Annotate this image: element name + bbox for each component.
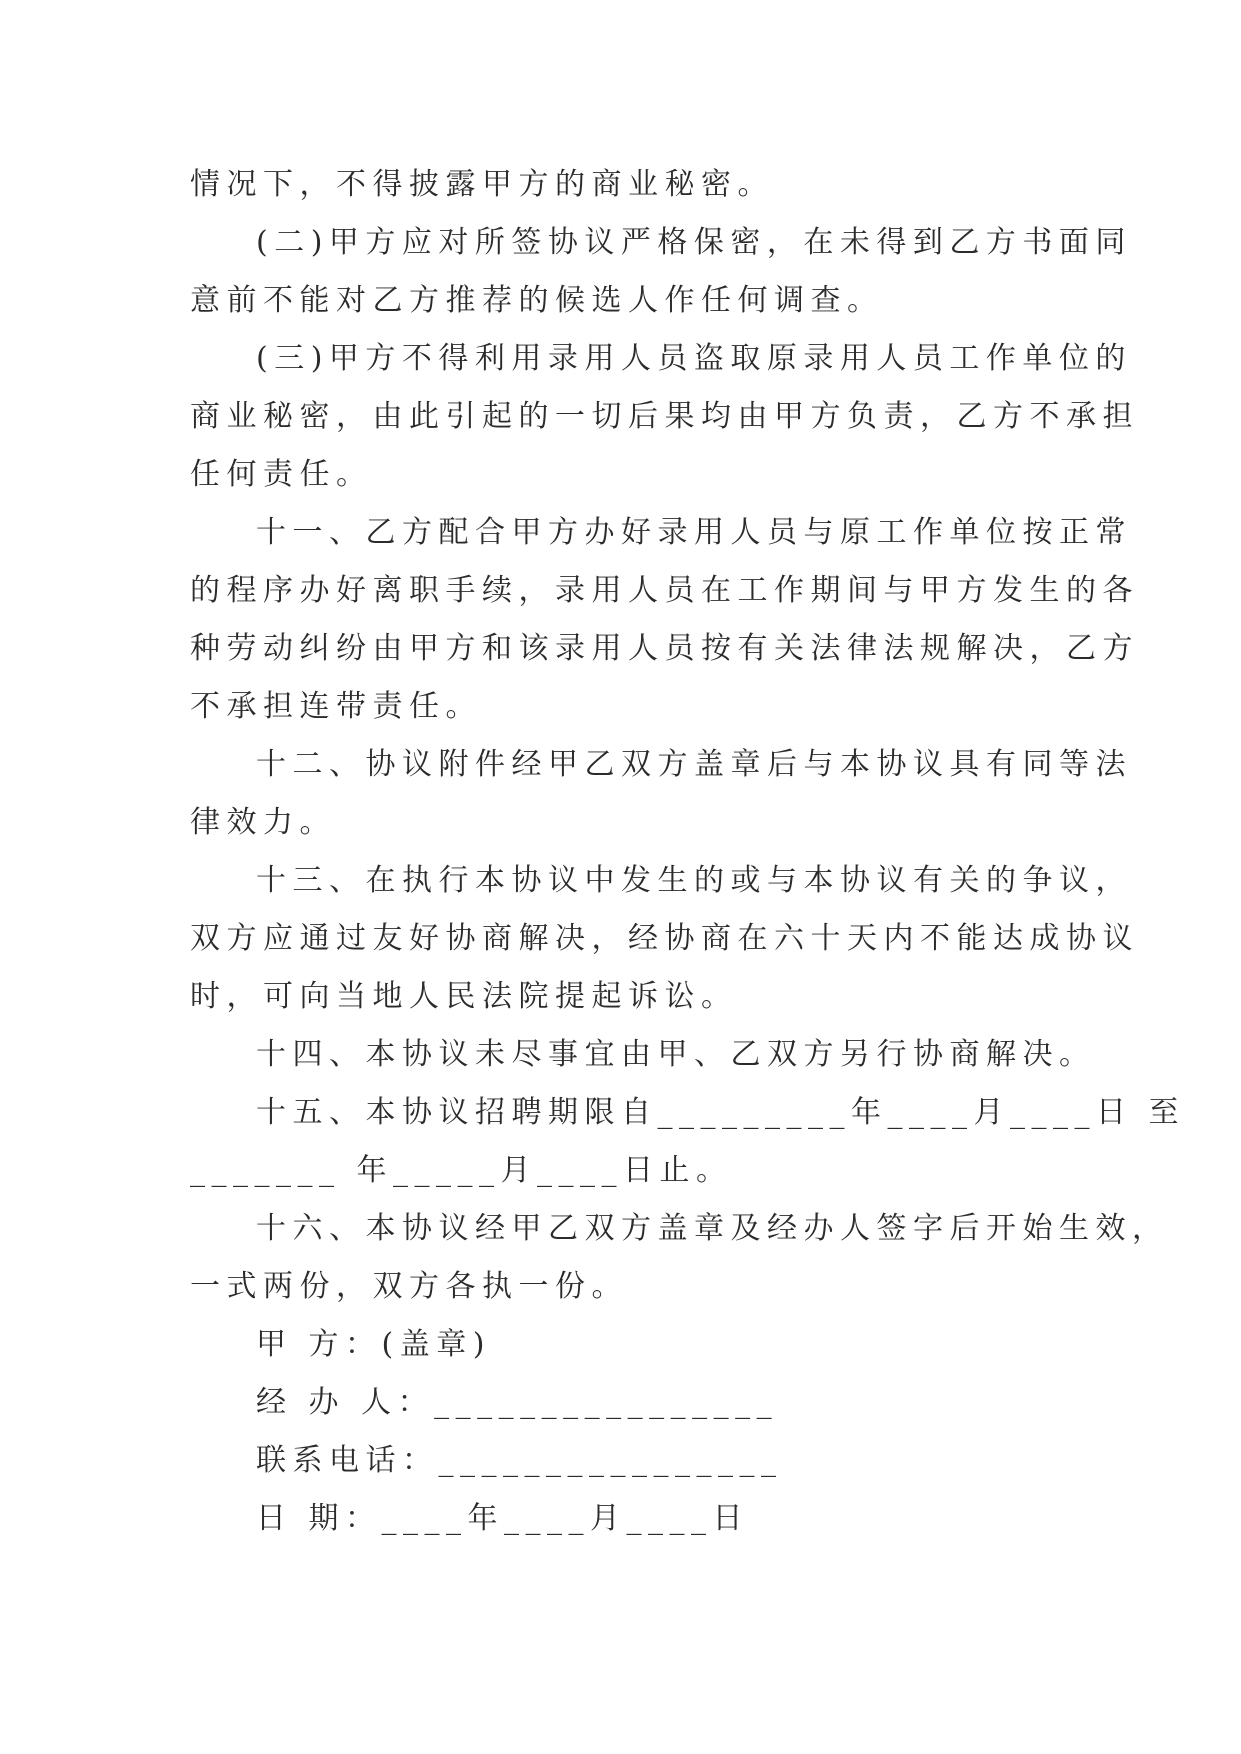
text-line: 十二、协议附件经甲乙双方盖章后与本协议具有同等法: [256, 747, 1132, 782]
signature-phone: 联系电话：________________: [256, 1443, 783, 1478]
signature-party-a: 甲 方：(盖章): [256, 1327, 491, 1362]
text-line: 任何责任。: [190, 457, 373, 492]
text-line: _______ 年_____月____日止。: [190, 1153, 733, 1188]
text-line: 的程序办好离职手续，录用人员在工作期间与甲方发生的各: [190, 573, 1139, 608]
text-line: 一式两份，双方各执一份。: [190, 1269, 628, 1304]
text-line: 商业秘密，由此引起的一切后果均由甲方负责，乙方不承担: [190, 399, 1139, 434]
text-line: 十五、本协议招聘期限自_________年____月____日 至: [256, 1095, 1186, 1130]
text-line: 十四、本协议未尽事宜由甲、乙双方另行协商解决。: [256, 1037, 1096, 1072]
document-body: [190, 156, 1186, 1548]
text-line: 时，可向当地人民法院提起诉讼。: [190, 979, 738, 1014]
text-line: 情况下，不得披露甲方的商业秘密。: [190, 167, 774, 202]
text-line: 意前不能对乙方推荐的候选人作任何调查。: [190, 283, 884, 318]
text-line: 种劳动纠纷由甲方和该录用人员按有关法律法规解决，乙方: [190, 631, 1139, 666]
text-line: 十六、本协议经甲乙双方盖章及经办人签字后开始生效，: [256, 1211, 1169, 1246]
signature-handler: 经 办 人：________________: [256, 1385, 779, 1420]
text-line: 律效力。: [190, 805, 336, 840]
text-line: 不承担连带责任。: [190, 689, 482, 724]
text-line: 十三、在执行本协议中发生的或与本协议有关的争议，: [256, 863, 1132, 898]
text-line: (二)甲方应对所签协议严格保密，在未得到乙方书面同: [256, 225, 1132, 260]
text-line: 双方应通过友好协商解决，经协商在六十天内不能达成协议: [190, 921, 1139, 956]
text-line: (三)甲方不得利用录用人员盗取原录用人员工作单位的: [256, 341, 1132, 376]
signature-date: 日 期：____年____月____日: [256, 1501, 750, 1536]
text-line: 十一、乙方配合甲方办好录用人员与原工作单位按正常: [256, 515, 1132, 550]
